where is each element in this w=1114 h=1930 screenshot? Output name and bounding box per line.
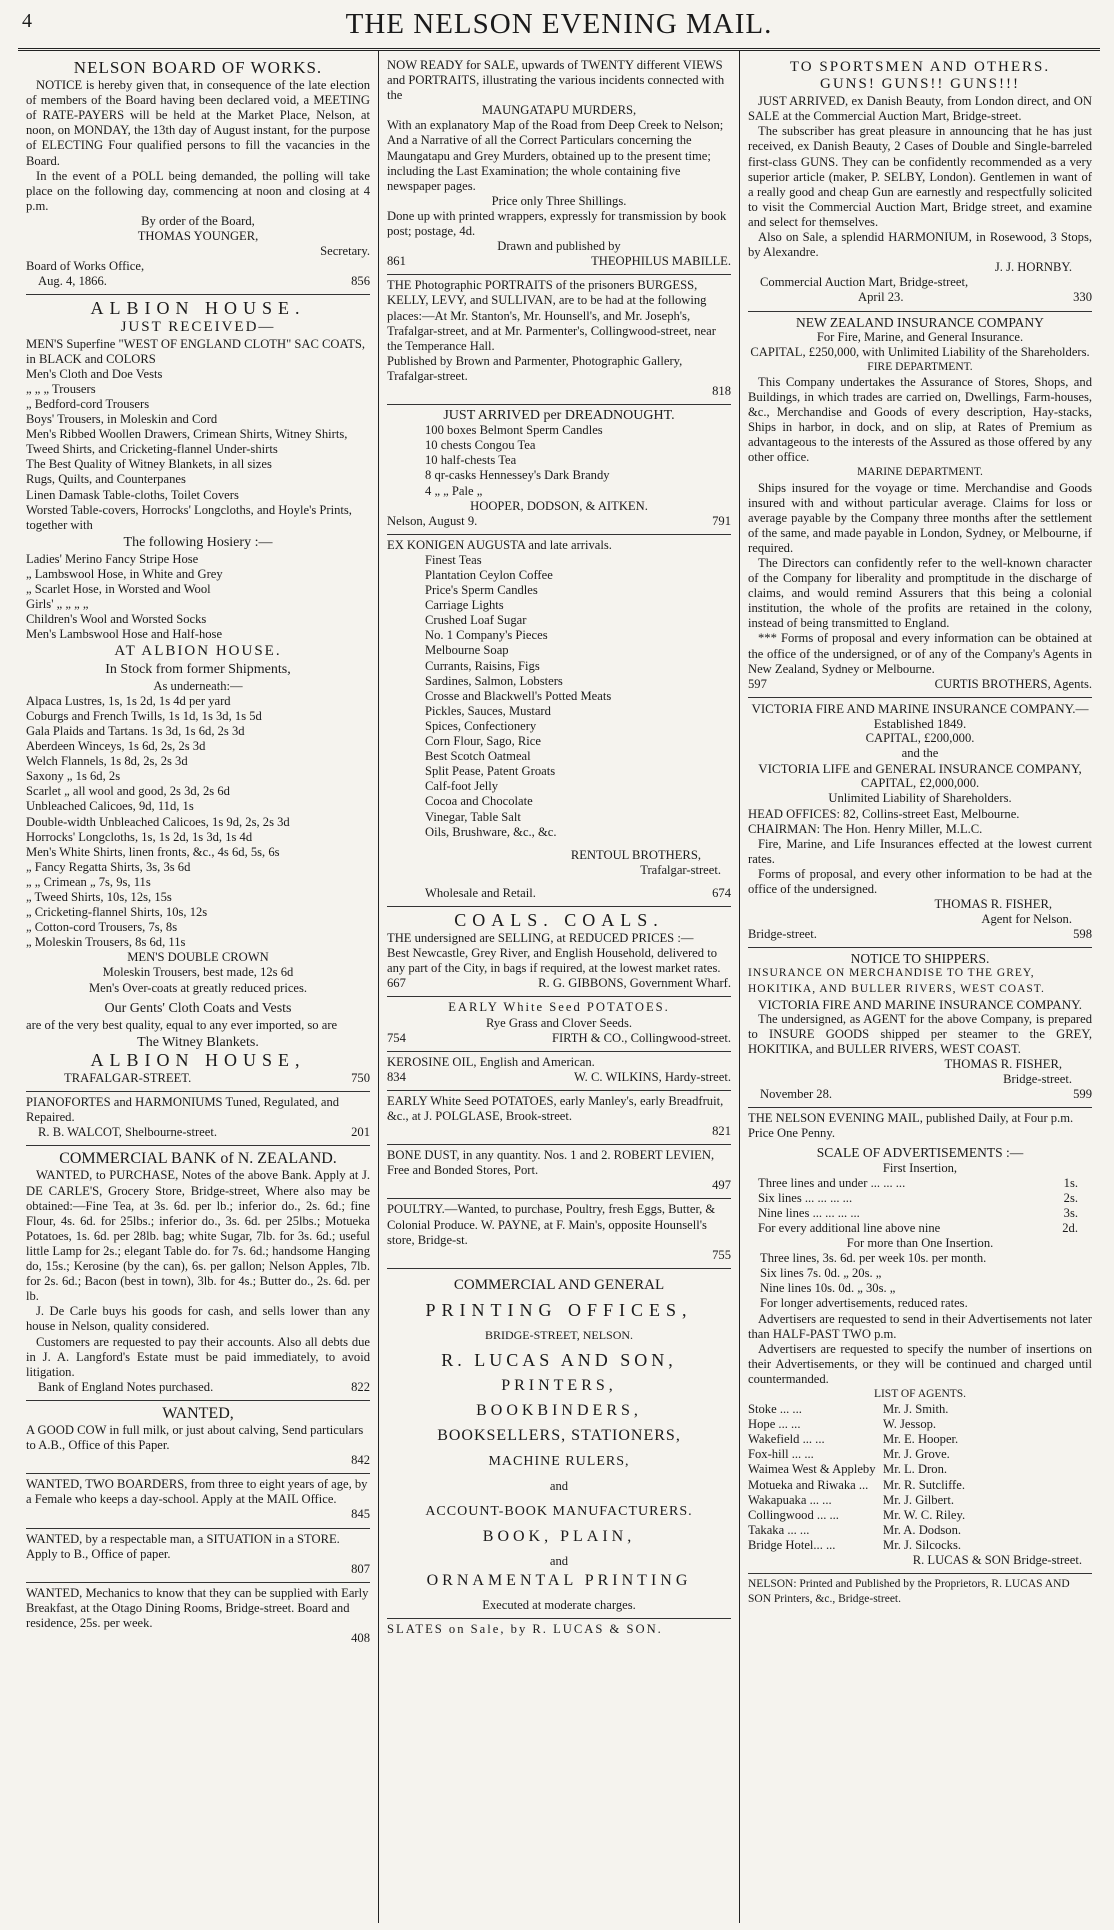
ad-text: NOW READY for SALE, upwards of TWENTY different VIEWS and PORTRAITS, illustrating the various incidents connected with the [387,58,725,103]
agent-place: Takaka ... ... [748,1522,810,1537]
list-item: Finest Teas [425,552,482,567]
ad-text: PIANOFORTES and HARMONIUMS Tuned, Regulated, and Repaired. [26,1095,340,1125]
ad-number: 845 [351,1507,370,1522]
kerosine-ad [387,1052,731,1091]
list-item: Carriage Lights [425,598,504,613]
ad-body: Advertisers are requested to specify the number of insertions on their Advertisements, or they will be continued and charged until countermanded. [748,1341,1092,1386]
ad-number: 750 [351,1071,370,1085]
ad-advertiser: RENTOUL BROTHERS, [570,847,701,862]
ad-subtitle: JUST RECEIVED— [120,318,276,335]
agent-row [748,1493,1092,1508]
list-item: 100 boxes Belmont Sperm Candles [425,423,603,438]
ad-title: VICTORIA FIRE AND MARINE INSURANCE COMPANY.—Established 1849. [751,700,1089,731]
page-number: 4 [22,10,32,32]
ad-date: April 23. [858,290,904,305]
ad-advertiser: R. LUCAS & SON Bridge-street. [912,1553,1082,1567]
ad-advertiser: THOMAS R. FISHER, [934,897,1052,912]
agent-place: Motueka and Riwaka ... [748,1477,869,1492]
pianoforte-ad [26,1092,370,1146]
agent-name: Mr. J. Gilbert. [883,1492,955,1507]
agent-row [748,1508,1092,1523]
list-item: 10 chests Congou Tea [425,438,536,453]
ad-body: Advertisers are requested to send in their Advertisements not later than HALF-PAST TWO p.m. [748,1311,1092,1341]
ad-text: Published by Brown and Parmenter, Photographic Gallery, Trafalgar-street. [387,353,683,383]
ad-title: NOTICE TO SHIPPERS. [850,951,990,967]
rate-price: 2s. [1063,1190,1078,1205]
masthead [18,6,1100,51]
ad-heading: BOOK, PLAIN, [482,1527,636,1545]
ad-advertiser: THOMAS R. FISHER, [944,1057,1062,1071]
ad-text: Best Newcastle, Grey River, and English Household, delivered to any part of the City, in bags if required, at the lowest market rates. [387,946,721,976]
ad-body: Fire, Marine, and Life Insurances effected at the lowest current rates. [748,836,1092,866]
ad-text: Rye Grass and Clover Seeds. [485,1015,633,1030]
ad-title: VICTORIA FIRE AND MARINE INSURANCE COMPANY. [757,996,1083,1012]
ad-title: ALBION HOUSE. [90,298,306,319]
ad-text: EARLY White Seed POTATOES, early Manley's, early Breadfruit, &c., at J. POLGLASE, Brook-street. [387,1093,724,1123]
list-item: Vinegar, Table Salt [425,809,521,824]
list-item: „ „ Crimean „ 7s, 9s, 11s [26,874,151,889]
rate-row [748,1191,1092,1206]
agent-row [748,1417,1092,1432]
ad-title: PRINTING OFFICES, [425,1299,693,1320]
bone-dust-ad [387,1145,731,1199]
ad-subheading: MEN'S DOUBLE CROWN [127,950,269,965]
ad-subheading: The following Hosiery :— [123,534,273,550]
rate-label: Nine lines ... ... ... ... [758,1205,860,1220]
ad-title: EARLY White Seed POTATOES. [448,1000,670,1015]
maungatapu-views-ad [387,55,731,275]
notice-to-shippers-ad [748,948,1092,1108]
agent-row [748,1447,1092,1462]
list-item: 10 half-chests Tea [425,453,517,468]
ad-text: and [549,1553,569,1568]
rate-row [748,1221,1092,1236]
coals-ad [387,907,731,997]
agent-place: Wakapuaka ... ... [748,1492,832,1507]
agent-name: Mr. E. Hooper. [883,1432,959,1447]
ad-number: 599 [1073,1087,1092,1102]
list-item: Split Pease, Patent Groats [425,764,556,779]
ad-advertiser: FIRTH & CO., Collingwood-street. [551,1030,731,1045]
ad-text: POULTRY.—Wanted, to purchase, Poultry, fresh Eggs, Butter, & Colonial Produce. W. PAYNE, at F. Main's, opposite Hounsell's store, Bridge-st. [387,1202,716,1247]
ad-body: Forms of proposal, and every other information to be had at the office of the undersigned. [748,866,1092,896]
ad-title: TO SPORTSMEN AND OTHERS. [789,59,1051,75]
ad-heading: ORNAMENTAL PRINTING [426,1571,692,1589]
agent-place: Bridge Hotel... ... [748,1537,836,1552]
ad-advertiser: R. G. GIBBONS, Government Wharf. [538,976,731,991]
agent-name: Mr. W. C. Riley. [883,1507,966,1522]
seed-potatoes-ad [387,997,731,1051]
list-item: Gala Plaids and Tartans. 1s 3d, 1s 6d, 2s 3d [26,723,245,738]
ad-number: 674 [712,885,731,900]
wanted-situation-ad [26,1529,370,1583]
street: Bridge-street. [1003,1072,1072,1087]
ad-text: WANTED, by a respectable man, a SITUATION in a STORE. Apply to B., Office of paper. [26,1531,340,1561]
list-item: Unbleached Calicoes, 9d, 11d, 1s [26,799,194,814]
ad-number: 598 [1073,927,1092,942]
ad-text: Bank of England Notes purchased. [38,1379,214,1394]
ad-title: WANTED, [162,1404,234,1422]
ad-text: WANTED, TWO BOARDERS, from three to eight years of age, by a Female who keeps a day-school. Apply at the MAIL Office. [26,1477,368,1507]
rate-row: Six lines 7s. 0d. „ 20s. „ [760,1266,882,1281]
list-item: 4 „ „ Pale „ [425,483,483,498]
ad-text: Board of Works Office, [26,259,145,274]
nz-insurance-ad [748,312,1092,698]
role: Secretary. [320,244,370,259]
list-item: Spices, Confectionery [425,718,537,733]
poultry-ad [387,1199,731,1268]
slates-ad [387,1619,731,1642]
ad-date: Aug. 4, 1866. [38,274,107,289]
ad-number: 408 [351,1631,370,1646]
list-item: Pickles, Sauces, Mustard [425,703,551,718]
rate-price: 1s. [1063,1175,1078,1190]
list-item: Alpaca Lustres, 1s, 1s 2d, 1s 4d per yard [26,693,231,708]
rate-row [748,1206,1092,1221]
ad-text: HEAD OFFICES: 82, Collins-street East, Melbourne. [748,806,1020,821]
ad-text: CAPITAL, £2,000,000. [860,776,980,791]
ad-text: Drawn and published by [497,239,621,254]
rate-price: 3s. [1063,1205,1078,1220]
ad-text: Done up with printed wrappers, expressly for transmission by book post; postage, 4d. [387,208,727,239]
ad-title: KEROSINE OIL, English and American. [387,1054,595,1069]
list-item: Crushed Loaf Sugar [425,613,527,628]
ad-subtitle: INSURANCE ON MERCHANDISE TO THE GREY, HOKITIKA, AND BULLER RIVERS, WEST COAST. [748,967,1045,995]
ad-text: BRIDGE-STREET, NELSON. [484,1328,634,1343]
list-item: 8 qr-casks Hennessey's Dark Brandy [425,468,610,483]
polglase-ad [387,1091,731,1145]
ad-subheading: The Witney Blankets. [137,1034,259,1050]
ad-body: NOTICE is hereby given that, in consequence of the late election of members of the Board having been declared void, a MEETING of RATE-PAYERS will be held at the Market Place, Nelson, at noon, on MONDAY, the 13th day of August instant, for the purpose of ELECTING Four qualified persons to fill the vacancies in the Board. [26,78,370,168]
ad-number: 497 [712,1178,731,1193]
ad-number: 822 [351,1379,370,1394]
list-item: Coburgs and French Twills, 1s 1d, 1s 3d, 1s 5d [26,708,262,723]
ad-advertiser: HOOPER, DODSON, & AITKEN. [470,498,648,513]
rate-label: Six lines ... ... ... ... [758,1190,853,1205]
list-item: Melbourne Soap [425,643,509,658]
ad-number: 834 [387,1069,406,1084]
ad-text: First Insertion, [882,1160,958,1175]
ad-body: In the event of a POLL being demanded, the polling will take place on the following day, commencing at noon and closing at 4 p.m. [26,168,370,213]
list-item: Horrocks' Longcloths, 1s, 1s 2d, 1s 3d, 1s 4d [26,829,253,844]
rate-price: 2d. [1062,1220,1078,1235]
ad-body: JUST ARRIVED, ex Danish Beauty, from London direct, and ON SALE at the Commercial Auction Mart, Bridge-street. [748,94,1092,124]
agent-name: W. Jessop. [883,1417,937,1432]
ad-number: 861 [387,254,406,269]
albion-house-ad [26,295,370,1092]
signer: THOMAS YOUNGER, [137,229,259,244]
ad-text: Men's Over-coats at greatly reduced prices. [88,980,308,995]
ad-title: EX KONIGEN AUGUSTA and late arrivals. [387,537,612,552]
agent-row [748,1462,1092,1477]
ad-number: 807 [351,1561,370,1576]
agent-name: Mr. A. Dodson. [883,1522,962,1537]
ad-subheading: LIST OF AGENTS. [873,1387,967,1400]
list-item: Worsted Table-covers, Horrocks' Longcloths, and Hoyle's Prints, together with [26,502,352,532]
agent-name: Mr. J. Silcocks. [883,1537,962,1552]
wanted-boarders-ad [26,1474,370,1528]
ad-text: A GOOD COW in full milk, or just about calving, Send particulars to A.B., Office of this Paper. [26,1422,364,1453]
ad-number: 201 [351,1125,370,1140]
list-item: Currants, Raisins, Figs [425,658,540,673]
ad-title: ALBION HOUSE, [90,1049,306,1070]
wanted-mechanics-ad [26,1583,370,1651]
ad-text: Commercial Auction Mart, Bridge-street, [760,275,969,290]
ad-subheading: In Stock from former Shipments, [105,661,291,677]
list-item: „ „ „ Trousers [26,381,96,396]
street: Trafalgar-street. [640,862,721,877]
rate-label: For every additional line above nine [758,1220,941,1235]
ad-number: 597 [748,676,767,691]
victoria-insurance-ad [748,698,1092,949]
ad-title: JUST ARRIVED per DREADNOUGHT. [443,408,675,424]
ad-number: 842 [351,1453,370,1468]
ad-heading: PRINTERS, [501,1377,617,1395]
list-item: Men's Cloth and Doe Vests [26,366,163,381]
ad-number: 754 [387,1030,406,1045]
list-item: Double-width Unbleached Calicoes, 1s 9d, 2s, 2s 3d [26,814,290,829]
list-item: Aberdeen Winceys, 1s 6d, 2s, 2s 3d [26,739,206,754]
ad-text: And a Narrative of all the Correct Particulars concerning the Maungatapu and Grey Murders, obtained up to the present time; including the Last Examination; the whole containing five newspaper pages. [387,133,711,193]
ad-text: CHAIRMAN: The Hon. Henry Miller, M.L.C. [748,821,983,836]
ad-body: The subscriber has great pleasure in announcing that he has just received, ex Danish Beauty, 2 Cases of Double and Single-barreled first-class GUNS. They can be confidently recommended as a very superior article (maker, P. SELBY, London). Gentlemen in want of a really good and cheap Gun are earnestly and respectfully solicited to visit the Commercial Auction Mart, Bridge street, and examine and select for themselves. [748,124,1092,229]
rate-row [748,1176,1092,1191]
sportsmen-guns-ad [748,55,1092,312]
list-item: Men's Lambswool Hose and Half-hose [26,627,223,642]
ad-heading: ACCOUNT-BOOK MANUFACTURERS. [425,1503,693,1519]
ad-text: For more than One Insertion. [846,1236,994,1251]
rate-row: Nine lines 10s. 0d. „ 30s. „ [760,1281,896,1296]
list-item: Boys' Trousers, in Moleskin and Cord [26,412,218,427]
ad-body: Ships insured for the voyage or time. Merchandise and Goods insured with and without particular average. Claims for loss or average payable by the Company three months after the settlement of the same, and made payable in London, Sydney, or Melbourne, if required. [748,480,1092,555]
ad-subheading: AT ALBION HOUSE. [114,643,282,660]
ad-number: 818 [712,383,731,398]
street: Bridge-street. [748,927,817,942]
list-item: Saxony „ 1s 6d, 2s [26,769,121,784]
ad-text: For longer advertisements, reduced rates. [760,1296,968,1311]
ad-title: COMMERCIAL BANK of N. ZEALAND. [59,1150,337,1168]
list-item: Price's Sperm Candles [425,583,538,598]
agent-name: Mr. R. Sutcliffe. [883,1477,965,1492]
ad-text: SLATES on Sale, by R. LUCAS & SON. [387,1622,663,1637]
agent-name: Mr. L. Dron. [883,1462,948,1477]
list-item: Corn Flour, Sago, Rice [425,734,541,749]
ad-title: VICTORIA LIFE and GENERAL INSURANCE COMPANY, [758,761,1082,777]
list-item: „ Tweed Shirts, 10s, 12s, 15s [26,889,172,904]
ad-heading: MACHINE RULERS, [488,1453,630,1469]
agent-row [748,1432,1092,1447]
list-item: „ Cotton-cord Trousers, 7s, 8s [26,920,178,935]
item-list [26,367,370,533]
ad-advertiser: THEOPHILUS MABILLE. [591,254,731,269]
street: TRAFALGAR-STREET. [64,1071,192,1085]
ad-subheading: MARINE DEPARTMENT. [857,466,983,479]
ad-text: Price only Three Shillings. [491,193,627,208]
agent-place: Wakefield ... ... [748,1432,825,1447]
imprint-text: NELSON: Printed and Published by the Proprietors, R. LUCAS AND SON Printers, &c., Bridge-street. [748,1578,1070,1606]
ad-text: THE NELSON EVENING MAIL, published Daily, at Four p.m. Price One Penny. [748,1111,1074,1141]
ad-text: With an explanatory Map of the Road from Deep Creek to Nelson; [387,118,724,133]
ad-body: The Directors can confidently refer to the well-known character of the Company for liberality and promptitude in the discharge of claims, and would remind Assurers that this being a colonial institution, the whole of the profits are retained in the colony, instead of being transmitted to England. [748,556,1092,631]
ad-heading: BOOKSELLERS, STATIONERS, [437,1427,681,1445]
ad-text: WANTED, Mechanics to know that they can be supplied with Early Breakfast, at the Otago Dining Rooms, Bridge-street. Board and residence, 25s. per week. [26,1585,369,1630]
ad-body: WANTED, to PURCHASE, Notes of the above Bank. Apply at J. DE CARLE'S, Grocery Store, Bridge-street, Where also may be obtained:—Fine Tea, at 3s. 6d. per lb.; inferior do., 2s. 6d.; fine Flour, 4s. 6d. for 25lbs.; inferior do., 3s. 6d. per 25lbs.; Motueka Potatoes, 1s. 6d. per 28lb. bag; white Sugar, 7lb. for 3s. 6d.; useful little Lamp for 2s.; elegant Table do. for 7s. 6d.; handsome Hanging do, 15s.; Kerosine (by the can), 6s. per gallon; Nelson Apples, 7lb. for 2s. 6d.; Bacon (best in town), 3lb. for 4s.; Butter do., 2s. 6d. per lb. [26,1168,370,1304]
ad-title: COMMERCIAL AND GENERAL [453,1276,665,1293]
ad-subheading: MAUNGATAPU MURDERS, [481,103,637,118]
ad-body: *** Forms of proposal and every information can be obtained at the office of the undersigned, or of any of the Company's Agents in New Zealand, Sydney or Melbourne. [748,631,1092,676]
list-item: Calf-foot Jelly [425,779,499,794]
ad-title: NEW ZEALAND INSURANCE COMPANY [796,314,1044,330]
list-item: Ladies' Merino Fancy Stripe Hose [26,551,199,566]
list-item: „ Bedford-cord Trousers [26,396,150,411]
list-item: Oils, Brushware, &c., &c. [425,824,557,839]
ad-text: and the [901,746,939,761]
list-item: „ Lambswool Hose, in White and Grey [26,567,223,581]
agent-place: Collingwood ... ... [748,1507,839,1522]
evening-mail-rates [748,1108,1092,1574]
list-item: Best Scotch Oatmeal [425,749,531,764]
list-item: Cocoa and Chocolate [425,794,533,809]
ad-body: Customers are requested to pay their accounts. Also all debts due in J. A. Langford's Estate must be paid immediately, to avoid litigation. [26,1334,370,1379]
ad-text: and [549,1478,569,1493]
ad-text: By order of the Board, [141,213,255,228]
ad-number: 821 [712,1124,731,1139]
ad-text: BONE DUST, in any quantity. Nos. 1 and 2. ROBERT LEVIEN, Free and Bonded Stores, Port. [387,1148,715,1178]
ad-number: 755 [712,1247,731,1262]
commercial-bank-ad [26,1146,370,1401]
ad-subtitle: GUNS! GUNS!! GUNS!!! [820,76,1020,93]
list-item: Plantation Ceylon Coffee [425,568,553,582]
ad-advertiser: R. B. WALCOT, Shelbourne-street. [38,1125,217,1140]
column-1 [18,51,378,1923]
rate-row: Three lines, 3s. 6d. per week 10s. per month. [760,1251,987,1266]
ad-text: Executed at moderate charges. [482,1598,636,1613]
rate-label: Three lines and under ... ... ... [758,1175,906,1190]
ad-text: THE undersigned are SELLING, at REDUCED PRICES :— [387,931,694,946]
agent-row [748,1478,1092,1493]
ad-title: NELSON BOARD OF WORKS. [73,58,323,77]
agent-place: Stoke ... ... [748,1402,802,1417]
ad-body: J. De Carle buys his goods for cash, and sells lower than any house in Nelson, quality considered. [26,1304,370,1334]
ad-date: November 28. [760,1087,833,1102]
list-item: „ Fancy Regatta Shirts, 3s, 3s 6d [26,859,191,874]
ad-advertiser: J. J. HORNBY. [994,260,1072,275]
ad-title: SCALE OF ADVERTISEMENTS :— [816,1145,1024,1161]
ad-body: This Company undertakes the Assurance of Stores, Shops, and Buildings, in which trades are carried on, Dwellings, Farm-houses, &c., Merchandise and Goods of every description, Hay-stacks, Ships in harbor, in dock, and on slip, at Rates of Premium as advantageous to the interests of the Assured as those offered by any other office. [748,374,1092,465]
column-2 [378,51,739,1923]
list-item: Linen Damask Table-cloths, Toilet Covers [26,487,239,502]
list-item: „ Moleskin Trousers, 8s 6d, 11s [26,935,186,950]
ad-subtitle: For Fire, Marine, and General Insurance. [816,329,1024,344]
ad-text: CAPITAL, £250,000, with Unlimited Liability of the Shareholders. [750,344,1090,359]
list-item: Rugs, Quilts, and Counterpanes [26,472,186,487]
list-item: Scarlet „ all wool and good, 2s 3d, 2s 6d [26,784,230,799]
list-item: „ Cricketing-flannel Shirts, 10s, 12s [26,905,208,920]
agent-name: Mr. J. Grove. [883,1447,950,1462]
ad-number: 856 [351,274,370,289]
ad-text: CAPITAL, £200,000. [865,731,975,746]
ad-text: MEN'S Superfine "WEST OF ENGLAND CLOTH" SAC COATS, in BLACK and COLORS [26,336,366,366]
paper-title: THE NELSON EVENING MAIL. [345,8,773,40]
ad-text: Moleskin Trousers, best made, 12s 6d [102,965,294,980]
agent-row [748,1402,1092,1417]
ad-body: The undersigned, as AGENT for the above Company, is prepared to INSURE GOODS shipped per steamer to the GREY, HOKITIKA, and BULLER RIVERS, WEST COAST. [748,1011,1092,1056]
ad-text: Wholesale and Retail. [425,885,536,900]
ad-number: 667 [387,976,406,991]
list-item: Girls' „ „ „ „ [26,597,89,612]
agent-place: Fox-hill ... ... [748,1447,814,1462]
ad-text: are of the very best quality, equal to any ever imported, so are [26,1017,338,1032]
ad-subheading: Our Gents' Cloth Coats and Vests [104,1000,292,1016]
list-item: No. 1 Company's Pieces [425,628,548,643]
board-of-works-notice [26,55,370,295]
ad-advertiser: CURTIS BROTHERS, Agents. [934,676,1092,691]
ad-text: Unlimited Liability of Shareholders. [828,791,1012,806]
konigen-augusta-ad [387,535,731,907]
dreadnought-ad [387,405,731,535]
imprint [748,1574,1092,1612]
list-item: Crosse and Blackwell's Potted Meats [425,688,612,703]
agent-name: Mr. J. Smith. [883,1402,949,1417]
ad-text: THE Photographic PORTRAITS of the prisoners BURGESS, KELLY, LEVY, and SULLIVAN, are to be had at the following places:—At Mr. Stanton's, Mr. Hounsell's, and Mr. Joseph's, Trafalgar-street, and at Mr. Parmenter's, Collingwood-street, near the Temperance Hall. [387,278,716,353]
ad-heading: BOOKBINDERS, [476,1402,642,1420]
column-3 [739,51,1100,1923]
ad-heading: R. LUCAS AND SON, [441,1350,677,1371]
ad-date: Nelson, August 9. [387,513,478,528]
list-item: Sardines, Salmon, Lobsters [425,673,563,688]
ad-number: 330 [1073,290,1092,305]
ad-title: COALS. COALS. [454,909,664,930]
list-item: Children's Wool and Worsted Socks [26,612,207,627]
list-item: The Best Quality of Witney Blankets, in all sizes [26,457,272,472]
agent-place: Waimea West & Appleby [748,1462,876,1477]
agent-row [748,1538,1092,1553]
role: Agent for Nelson. [981,912,1072,927]
agent-place: Hope ... ... [748,1417,801,1432]
ad-body: Also on Sale, a splendid HARMONIUM, in Rosewood, 3 Stops, by Alexandre. [748,230,1092,260]
list-item: Men's Ribbed Woollen Drawers, Crimean Shirts, Witney Shirts, Tweed Shirts, and Cricketing-flannel Under-shirts [26,427,348,457]
list-item: Men's White Shirts, linen fronts, &c., 4s 6d, 5s, 6s [26,844,280,859]
agent-row [748,1523,1092,1538]
wanted-cow-ad [26,1401,370,1474]
ad-subheading: FIRE DEPARTMENT. [867,360,973,373]
ad-advertiser: W. C. WILKINS, Hardy-street. [573,1069,731,1084]
printing-offices-ad [387,1269,731,1619]
list-item: „ Scarlet Hose, in Worsted and Wool [26,582,211,597]
list-item: Welch Flannels, 1s 8d, 2s, 2s 3d [26,754,188,769]
ad-text: As underneath:— [153,678,243,693]
ad-number: 791 [712,513,731,528]
prisoner-portraits-ad [387,275,731,405]
